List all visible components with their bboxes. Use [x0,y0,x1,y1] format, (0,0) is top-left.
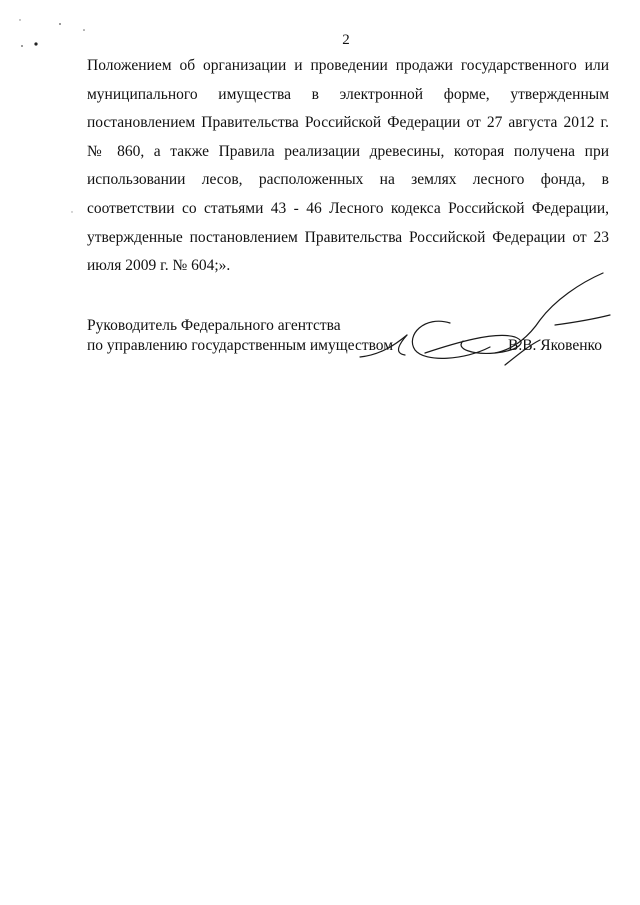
body-paragraph: Положением об организации и проведении продажи государственного или муниципального имущества в электронной форме, утвержденным постановлением Правительства Российской Федерации от 27 августа 2012 г. № 860, а также Правила реализации древесины, которая получена при использовании лесов, расположенных на землях лесного фонда, в соответствии со статьями 43 - 46 Лесного кодекса Российской Федерации, утвержденные постановлением Правительства Российской Федерации от 23 июля 2009 г. № 604;». [87,57,609,275]
signer-title-line-1: Руководитель Федерального агентства [87,317,341,334]
signer-name: В.В. Яковенко [508,337,603,354]
signer-title-line-2: по управлению государственным имуществом [87,337,394,354]
handwritten-signature [355,265,625,375]
page-number: 2 [342,32,350,48]
signature-block [87,316,393,356]
